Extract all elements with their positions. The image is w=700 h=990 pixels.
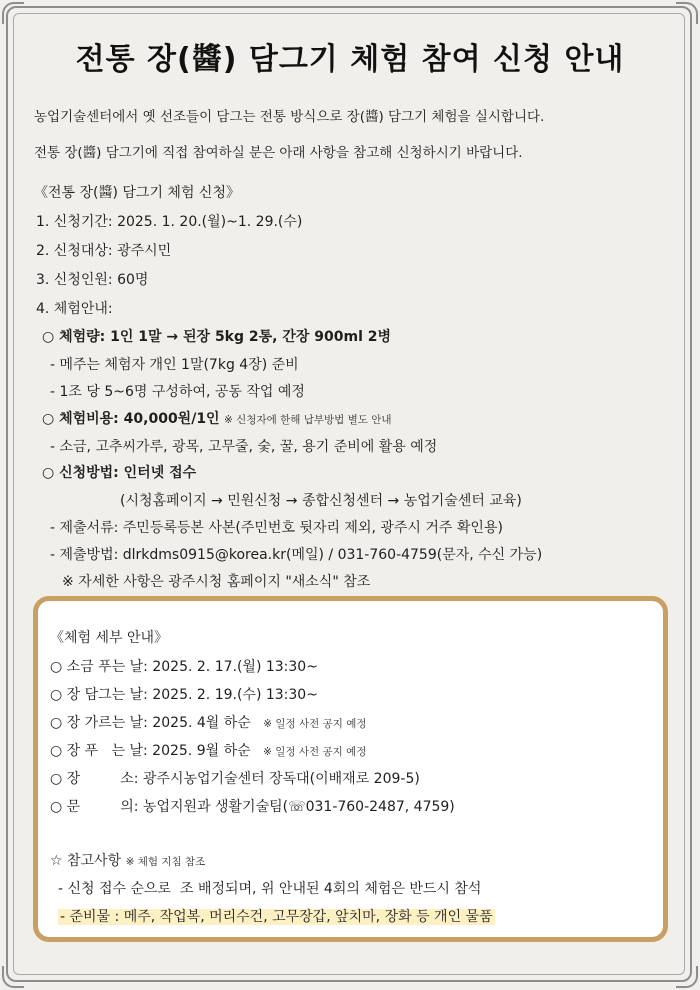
corner-ornament (676, 966, 698, 988)
details-item: ○ 소금 푸는 날: 2025. 2. 17.(월) 13:30~ (50, 659, 318, 675)
corner-ornament (676, 2, 698, 24)
details-item: ○ 장 가르는 날: 2025. 4월 하순 (50, 715, 251, 731)
page-title: 전통 장(醬) 담그기 체험 참여 신청 안내 (75, 42, 625, 77)
details-item: ○ 장 소: 광주시농업기술센터 장독대(이배재로 209-5) (50, 771, 420, 787)
details-item: ○ 문 의: 농업지원과 생활기술팀(☏031-760-2487, 4759) (50, 799, 455, 815)
method-reference: ※ 자세한 사항은 광주시청 홈페이지 "새소식" 참조 (62, 574, 371, 590)
details-item: ○ 장 담그는 날: 2025. 2. 19.(수) 13:30~ (50, 687, 318, 703)
application-heading: 《전통 장(醬) 담그기 체험 신청》 (34, 185, 240, 201)
amount-note: - 메주는 체험자 개인 1말(7kg 4장) 준비 (50, 357, 299, 373)
method-note: - 제출방법: dlrkdms0915@korea.kr(메일) / 031-760-4759(문자, 수신 가능) (50, 547, 543, 563)
preparation-highlight: - 준비물 : 메주, 작업복, 머리수건, 고무장갑, 앞치마, 장화 등 개인 물품 (60, 909, 493, 925)
details-heading: 《체험 세부 안내》 (50, 630, 169, 646)
method-label: ○ 신청방법: 인터넷 접수 (42, 465, 197, 481)
intro-line: 전통 장(醬) 담그기에 직접 참여하실 분은 아래 사항을 참고해 신청하시기 바랍니다. (34, 145, 523, 161)
intro-line: 농업기술센터에서 옛 선조들이 담그는 전통 방식으로 장(醬) 담그기 체험을 실시합니다. (34, 109, 545, 125)
cost-label: ○ 체험비용: 40,000원/1인 (42, 411, 220, 427)
details-box (33, 596, 668, 942)
amount-label: ○ 체험량: 1인 1말 → 된장 5kg 2통, 간장 900ml 2병 (42, 329, 392, 345)
application-item: 2. 신청대상: 광주시민 (36, 243, 172, 259)
cost-note-line: - 소금, 고추씨가루, 광목, 고무줄, 숯, 꿀, 용기 준비에 활용 예정 (50, 439, 438, 455)
method-path: (시청홈페이지 → 민원신청 → 종합신청센터 → 농업기술센터 교육) (120, 493, 522, 509)
details-item-note: ※ 일정 사전 공지 예정 (263, 718, 367, 730)
cost-note: ※ 신청자에 한해 납부방법 별도 안내 (224, 414, 392, 426)
reference-note-line: - 신청 접수 순으로 조 배정되며, 위 안내된 4회의 체험은 반드시 참석 (58, 881, 482, 897)
method-note: - 제출서류: 주민등록등본 사본(주민번호 뒷자리 제외, 광주시 거주 확인용) (50, 520, 503, 536)
details-item: ○ 장 푸 는 날: 2025. 9월 하순 (50, 743, 251, 759)
application-item: 4. 체험안내: (36, 301, 113, 317)
application-item: 3. 신청인원: 60명 (36, 272, 149, 288)
corner-ornament (2, 2, 24, 24)
reference-label: ☆ 참고사항 (50, 853, 122, 869)
application-item: 1. 신청기간: 2025. 1. 20.(월)~1. 29.(수) (36, 214, 303, 230)
amount-note: - 1조 당 5~6명 구성하여, 공동 작업 예정 (50, 384, 305, 400)
corner-ornament (2, 966, 24, 988)
details-item-note: ※ 일정 사전 공지 예정 (263, 746, 367, 758)
reference-note: ※ 체험 지침 참조 (125, 856, 206, 868)
